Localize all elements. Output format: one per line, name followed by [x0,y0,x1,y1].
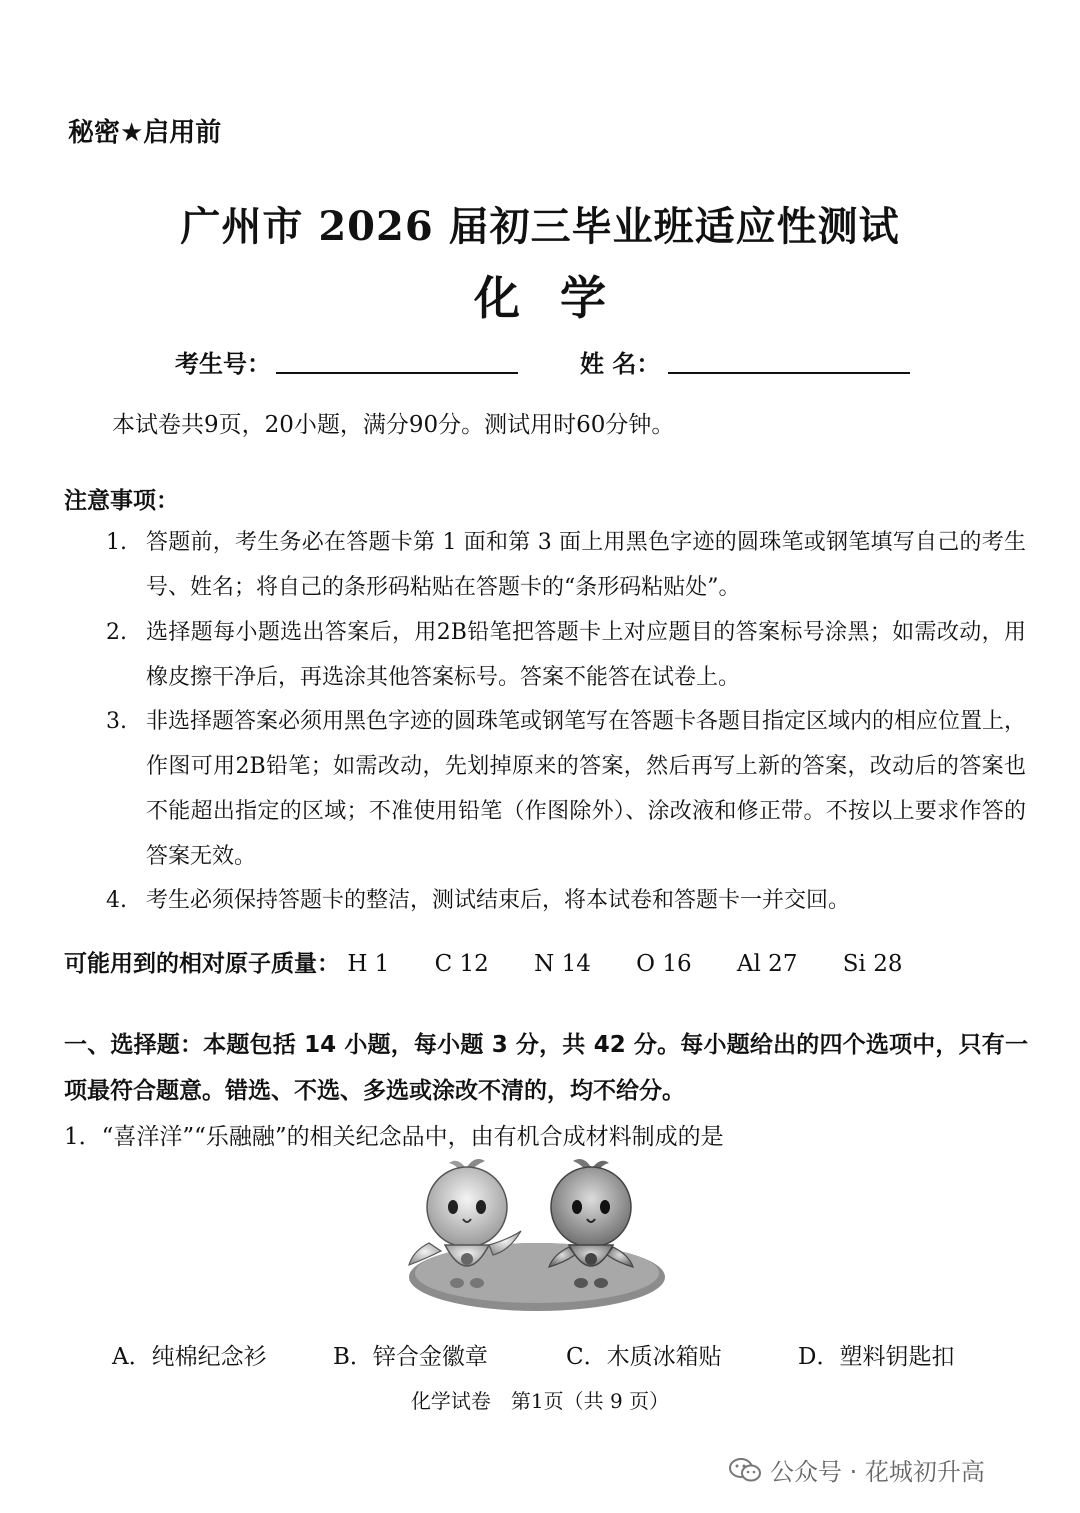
atomic-mass-item: H 1 [347,951,390,977]
note-number: 2. [106,620,127,645]
atomic-masses [64,945,940,978]
note-number: 1. [106,530,127,555]
wechat-icon [728,1456,762,1484]
note-text: 答题前，考生务必在答题卡第 1 面和第 3 面上用黑色字迹的圆珠笔或钢笔填写自己的考生号、姓名；将自己的条形码粘贴在答题卡的“条形码粘贴处”。 [146,530,1026,600]
atomic-mass-item: Al 27 [736,951,798,977]
exam-title: 广州市 2026 届初三毕业班适应性测试 [180,203,900,250]
student-id-field[interactable] [276,372,518,374]
mascot-illustration [405,1155,670,1315]
option-b[interactable]: B．锌合金徽章 [333,1344,488,1370]
note-item [106,699,1026,879]
option-c[interactable]: C．木质冰箱贴 [566,1344,722,1370]
option-a[interactable]: A．纯棉纪念衫 [112,1344,267,1370]
section-heading: 一、选择题：本题包括 14 小题，每小题 3 分，共 42 分。每小题给出的四个选项中，只有一项最符合题意。错选、不选、多选或涂改不清的，均不给分。 [64,1032,1028,1104]
atomic-mass-item: C 12 [434,951,489,977]
mascot-image [405,1155,670,1315]
page-footer: 化学试卷 第1页（共 9 页） [410,1389,670,1413]
name-field[interactable] [668,372,910,374]
name-label: 姓 名： [580,350,661,378]
atomic-masses-label: 可能用到的相对原子质量： [64,951,340,977]
subject-title: 化学 [474,271,646,325]
watermark-text: 公众号 · 花城初升高 [770,1458,985,1486]
atomic-mass-item: Si 28 [842,951,903,977]
note-item [106,878,1026,923]
notes-heading: 注意事项： [64,488,179,514]
note-item [106,520,1026,610]
student-id-label: 考生号： [175,350,271,378]
question-stem: 1．“喜洋洋”“乐融融”的相关纪念品中，由有机合成材料制成的是 [64,1124,724,1150]
note-number: 3. [106,709,127,734]
note-number: 4. [106,888,127,913]
note-text: 非选择题答案必须用黑色字迹的圆珠笔或钢笔写在答题卡各题目指定区域内的相应位置上，作图可用2B铅笔；如需改动，先划掉原来的答案，然后再写上新的答案，改动后的答案也不能超出指定的区域；不准使用铅笔（作图除外）、涂改液和修正带。不按以上要求作答的答案无效。 [146,709,1027,869]
note-text: 考生必须保持答题卡的整洁，测试结束后，将本试卷和答题卡一并交回。 [146,888,851,913]
note-item [106,610,1026,700]
atomic-mass-item: O 16 [636,951,692,977]
note-text: 选择题每小题选出答案后，用2B铅笔把答题卡上对应题目的答案标号涂黑；如需改动，用橡皮擦干净后，再选涂其他答案标号。答案不能答在试卷上。 [146,620,1026,690]
option-d[interactable]: D．塑料钥匙扣 [798,1344,955,1370]
exam-intro: 本试卷共9页，20小题，满分90分。测试用时60分钟。 [112,412,675,438]
watermark [728,1452,985,1487]
atomic-mass-item: N 14 [534,951,591,977]
confidential-mark: 秘密★启用前 [68,118,222,148]
